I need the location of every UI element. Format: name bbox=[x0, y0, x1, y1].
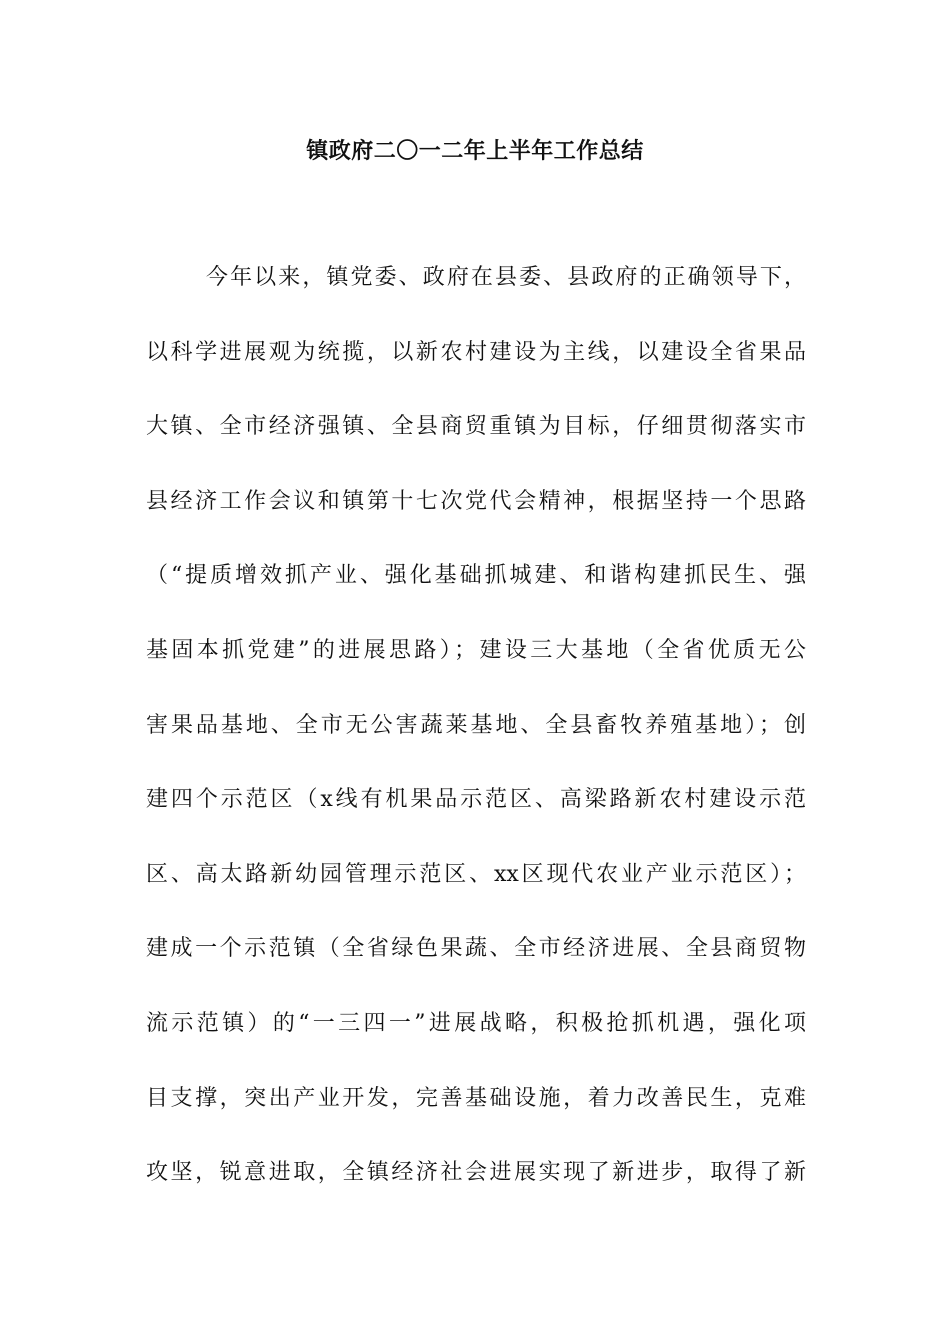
document-body bbox=[146, 258, 806, 1228]
body-line: 县经济工作会议和镇第十七次党代会精神，根据坚持一个思路 bbox=[146, 488, 806, 514]
body-line: 建成一个示范镇（全省绿色果蔬、全市经济进展、全县商贸物 bbox=[146, 936, 806, 962]
body-line: 目支撑，突出产业开发，完善基础设施，着力改善民生，克难 bbox=[146, 1085, 806, 1111]
body-line: 以科学进展观为统揽，以新农村建设为主线，以建设全省果品 bbox=[146, 339, 806, 365]
body-line: 害果品基地、全市无公害蔬莱基地、全县畜牧养殖基地）；创 bbox=[146, 712, 806, 738]
body-line: 建四个示范区（x线有机果品示范区、高梁路新农村建设示范 bbox=[146, 787, 806, 813]
body-line: 今年以来，镇党委、政府在县委、县政府的正确领导下， bbox=[206, 265, 806, 290]
document-title: 镇政府二〇一二年上半年工作总结 bbox=[306, 139, 644, 164]
body-line: （“提质增效抓产业、强化基础抓城建、和谐构建抓民生、强 bbox=[146, 563, 806, 589]
body-line: 大镇、全市经济强镇、全县商贸重镇为目标，仔细贯彻落实市 bbox=[146, 414, 806, 440]
body-line: 流示范镇）的“一三四一”进展战略，积极抢抓机遇，强化项 bbox=[146, 1010, 806, 1036]
body-line: 攻坚，锐意进取，全镇经济社会进展实现了新进步，取得了新 bbox=[146, 1160, 806, 1186]
body-line: 区、高太路新幼园管理示范区、xx区现代农业产业示范区）； bbox=[146, 861, 806, 887]
body-line: 基固本抓党建”的进展思路）；建设三大基地（全省优质无公 bbox=[146, 637, 806, 663]
